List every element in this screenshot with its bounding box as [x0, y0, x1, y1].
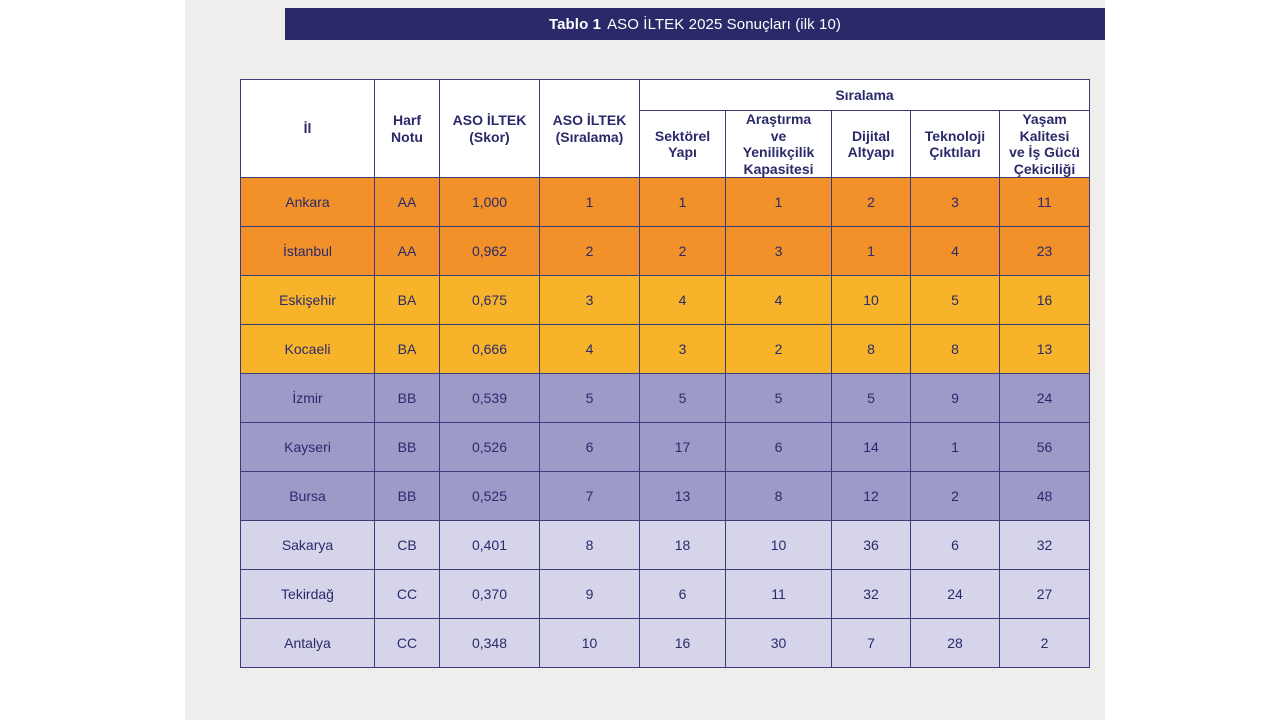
column-header-yasam-line3: ve İş Gücü	[1009, 144, 1080, 161]
column-header-sektorel-yapi-line1: Sektörel	[654, 127, 711, 144]
cell-sira: 3	[540, 276, 640, 325]
cell-il: Sakarya	[241, 521, 375, 570]
cell-dijital: 2	[832, 178, 911, 227]
cell-harf: CB	[375, 521, 440, 570]
table-row	[241, 178, 1090, 227]
cell-yasam: 27	[1000, 570, 1090, 619]
cell-dijital: 1	[832, 227, 911, 276]
cell-teknoloji: 4	[911, 227, 1000, 276]
cell-harf: CC	[375, 619, 440, 668]
cell-sektorel: 16	[640, 619, 726, 668]
cell-yasam: 48	[1000, 472, 1090, 521]
cell-skor: 0,401	[440, 521, 540, 570]
cell-arastirma: 30	[726, 619, 832, 668]
cell-dijital: 12	[832, 472, 911, 521]
cell-teknoloji: 5	[911, 276, 1000, 325]
cell-yasam: 24	[1000, 374, 1090, 423]
column-header-teknoloji-ciktilari	[911, 111, 1000, 178]
table-row	[241, 374, 1090, 423]
column-header-teknoloji-line2: Çıktıları	[929, 144, 981, 161]
cell-dijital: 14	[832, 423, 911, 472]
cell-skor: 0,666	[440, 325, 540, 374]
table-header-row-group	[241, 80, 1090, 111]
cell-harf: BB	[375, 423, 440, 472]
column-header-yasam-line2: Kalitesi	[1019, 127, 1070, 144]
cell-harf: BA	[375, 325, 440, 374]
column-header-harf-notu-line2: Notu	[391, 128, 423, 145]
cell-il: Antalya	[241, 619, 375, 668]
cell-arastirma: 1	[726, 178, 832, 227]
cell-sektorel: 17	[640, 423, 726, 472]
table-row	[241, 227, 1090, 276]
column-header-yasam-line4: Çekiciliği	[1013, 160, 1076, 177]
cell-harf: BB	[375, 472, 440, 521]
cell-skor: 0,370	[440, 570, 540, 619]
table-caption-text: ASO İLTEK 2025 Sonuçları (ilk 10)	[607, 15, 842, 33]
cell-arastirma: 2	[726, 325, 832, 374]
cell-teknoloji: 1	[911, 423, 1000, 472]
cell-sektorel: 13	[640, 472, 726, 521]
cell-harf: BA	[375, 276, 440, 325]
cell-sira: 1	[540, 178, 640, 227]
cell-sira: 7	[540, 472, 640, 521]
cell-teknoloji: 6	[911, 521, 1000, 570]
cell-sektorel: 1	[640, 178, 726, 227]
cell-arastirma: 6	[726, 423, 832, 472]
cell-yasam: 16	[1000, 276, 1090, 325]
cell-sektorel: 4	[640, 276, 726, 325]
cell-arastirma: 10	[726, 521, 832, 570]
cell-dijital: 36	[832, 521, 911, 570]
table-caption-bar	[285, 8, 1105, 40]
cell-sektorel: 6	[640, 570, 726, 619]
column-header-siralama-genel-line2: (Sıralama)	[555, 128, 624, 145]
column-header-harf-notu	[375, 80, 440, 178]
cell-harf: BB	[375, 374, 440, 423]
table-row	[241, 276, 1090, 325]
cell-yasam: 23	[1000, 227, 1090, 276]
cell-dijital: 32	[832, 570, 911, 619]
cell-il: Eskişehir	[241, 276, 375, 325]
table-body	[241, 178, 1090, 668]
column-header-yasam-line1: Yaşam	[1022, 111, 1067, 127]
cell-skor: 0,675	[440, 276, 540, 325]
table-container	[240, 79, 1089, 668]
column-header-arastirma-line2: ve	[770, 127, 787, 144]
column-header-il: İl	[241, 80, 375, 178]
cell-sira: 9	[540, 570, 640, 619]
cell-teknoloji: 8	[911, 325, 1000, 374]
cell-dijital: 5	[832, 374, 911, 423]
column-header-teknoloji-line1: Teknoloji	[924, 127, 986, 144]
cell-sektorel: 3	[640, 325, 726, 374]
cell-yasam: 56	[1000, 423, 1090, 472]
column-header-arastirma-line4: Kapasitesi	[743, 160, 814, 177]
cell-arastirma: 4	[726, 276, 832, 325]
cell-dijital: 7	[832, 619, 911, 668]
column-header-dijital-line2: Altyapı	[847, 144, 895, 161]
table-header	[241, 80, 1090, 178]
cell-yasam: 11	[1000, 178, 1090, 227]
cell-sira: 4	[540, 325, 640, 374]
table-row	[241, 423, 1090, 472]
table-row	[241, 570, 1090, 619]
cell-il: Bursa	[241, 472, 375, 521]
column-header-sektorel-yapi	[640, 111, 726, 178]
cell-sira: 5	[540, 374, 640, 423]
cell-harf: AA	[375, 227, 440, 276]
cell-skor: 1,000	[440, 178, 540, 227]
column-header-siralama-genel-line1: ASO İLTEK	[552, 112, 627, 129]
column-header-arastirma-line3: Yenilikçilik	[742, 144, 815, 161]
cell-sektorel: 2	[640, 227, 726, 276]
table-row	[241, 619, 1090, 668]
cell-dijital: 10	[832, 276, 911, 325]
cell-skor: 0,526	[440, 423, 540, 472]
cell-teknoloji: 24	[911, 570, 1000, 619]
table-row	[241, 325, 1090, 374]
cell-teknoloji: 3	[911, 178, 1000, 227]
cell-il: Ankara	[241, 178, 375, 227]
cell-yasam: 32	[1000, 521, 1090, 570]
cell-skor: 0,348	[440, 619, 540, 668]
column-header-skor	[440, 80, 540, 178]
cell-il: Kayseri	[241, 423, 375, 472]
cell-teknoloji: 2	[911, 472, 1000, 521]
cell-sira: 10	[540, 619, 640, 668]
column-group-header-siralama: Sıralama	[640, 80, 1090, 111]
table-row	[241, 521, 1090, 570]
cell-yasam: 13	[1000, 325, 1090, 374]
aso-iltek-results-table	[240, 79, 1090, 668]
cell-il: Tekirdağ	[241, 570, 375, 619]
column-header-arastirma-yenilikcilik	[726, 111, 832, 178]
cell-skor: 0,539	[440, 374, 540, 423]
cell-il: Kocaeli	[241, 325, 375, 374]
cell-sektorel: 18	[640, 521, 726, 570]
table-caption-number: Tablo 1	[548, 15, 602, 33]
column-header-harf-notu-line1: Harf	[392, 112, 421, 129]
cell-teknoloji: 9	[911, 374, 1000, 423]
cell-teknoloji: 28	[911, 619, 1000, 668]
cell-sira: 2	[540, 227, 640, 276]
cell-il: İstanbul	[241, 227, 375, 276]
column-header-arastirma-line1: Araştırma	[745, 111, 812, 127]
cell-arastirma: 3	[726, 227, 832, 276]
cell-harf: AA	[375, 178, 440, 227]
column-header-skor-line2: (Skor)	[469, 128, 510, 145]
cell-il: İzmir	[241, 374, 375, 423]
column-header-dijital-line1: Dijital	[851, 127, 891, 144]
table-row	[241, 472, 1090, 521]
cell-arastirma: 11	[726, 570, 832, 619]
cell-sektorel: 5	[640, 374, 726, 423]
cell-harf: CC	[375, 570, 440, 619]
cell-arastirma: 8	[726, 472, 832, 521]
column-header-dijital-altyapi	[832, 111, 911, 178]
column-header-siralama-genel	[540, 80, 640, 178]
cell-sira: 6	[540, 423, 640, 472]
column-header-sektorel-yapi-line2: Yapı	[668, 144, 697, 161]
column-header-skor-line1: ASO İLTEK	[452, 112, 527, 129]
cell-dijital: 8	[832, 325, 911, 374]
column-header-yasam-kalitesi	[1000, 111, 1090, 178]
cell-skor: 0,962	[440, 227, 540, 276]
cell-sira: 8	[540, 521, 640, 570]
cell-yasam: 2	[1000, 619, 1090, 668]
cell-skor: 0,525	[440, 472, 540, 521]
cell-arastirma: 5	[726, 374, 832, 423]
